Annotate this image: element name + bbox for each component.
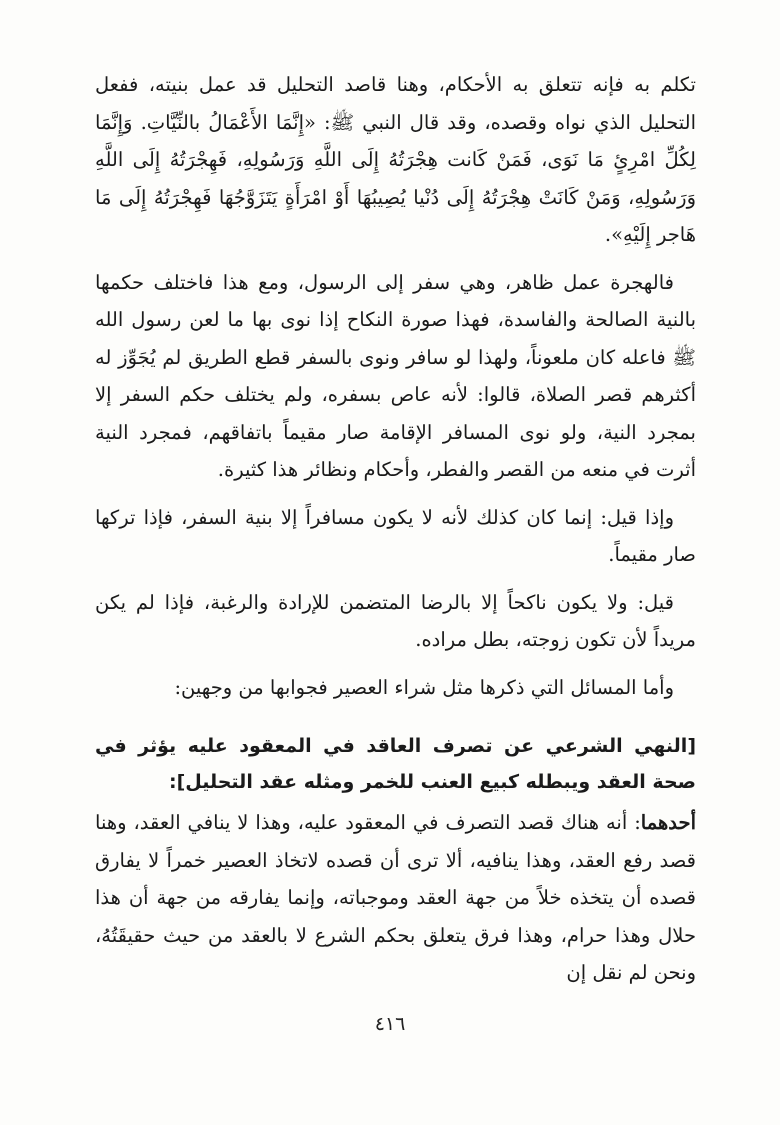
page-number: ٤١٦ [374,1013,406,1035]
paragraph-1: تكلم به فإنه تتعلق به الأحكام، وهنا قاصد التحليل قد عمل بنيته، ففعل التحليل الذي نواه وقصده، وقد قال النبي ﷺ: «إِنَّمَا الأَعْمَالُ بالنِّيَّاتِ. وَإِنَّمَا لِكُلِّ امْرِئٍ مَا نَوَى، فَمَنْ كَانت هِجْرَتُهُ إِلَى اللَّهِ وَرَسُولِهِ، فَهِجْرَتُهُ إِلَى اللَّهِ وَرَسُولِهِ، وَمَنْ كَانَتْ هِجْرَتُهُ إِلَى دُنْيا يُصِيبُهَا أَوْ امْرَأَةٍ يَتَزَوَّجُهَا فَهِجْرَتُهُ إِلَى مَا هَاجر إِلَيْهِ». [95,73,696,246]
section-heading: [النهي الشرعي عن تصرف العاقد في المعقود عليه يؤثر في صحة العقد ويبطله كبيع العنب للخمر ومثله عقد التحليل]: [95,735,696,793]
paragraph-5: وأما المسائل التي ذكرها مثل شراء العصير فجوابها من وجهين: [174,675,674,699]
paragraph-6 [95,804,696,992]
paragraph-4: قيل: ولا يكون ناكحاً إلا بالرضا المتضمن للإرادة والرغبة، فإذا لم يكن مريداً لأن تكون زوجته، بطل مراده. [95,590,696,651]
paragraph-6-text: : أنه هناك قصد التصرف في المعقود عليه، وهذا لا ينافي العقد، وهنا قصد رفع العقد، وهذا ينافيه، ألا ترى أن قصده لاتخاذ العصير خمراً لا يفارق قصده أن يتخذه خلاً من جهة العقد وموجباته، وإنما يفارقه من جهة أن هذا حلال وهذا حرام، وهذا فرق يتعلق بحكم الشرع لا بالعقد من حيث حقيقَتُهُ، ونحن لم نقل إن [95,811,696,984]
paragraph-2: فالهجرة عمل ظاهر، وهي سفر إلى الرسول، ومع هذا فاختلف حكمها بالنية الصالحة والفاسدة، فهذا صورة النكاح إذا نوى بها ما لعن رسول الله ﷺ فاعله كان ملعوناً، ولهذا لو سافر ونوى بالسفر قطع الطريق لم يُجَوِّز له أكثرهم قصر الصلاة، قالوا: لأنه عاص بسفره، ولم يختلف حكم السفر إلا بمجرد النية، ولو نوى المسافر الإقامة صار مقيماً باتفاقهم، فمجرد النية أثرت في منعه من القصر والفطر، وأحكام ونظائر هذا كثيرة. [95,270,696,481]
body-text [95,66,696,992]
paragraph-3: وإذا قيل: إنما كان كذلك لأنه لا يكون مسافراً إلا بنية السفر، فإذا تركها صار مقيماً. [95,505,696,566]
paragraph-lead: أحدهما [640,811,696,834]
